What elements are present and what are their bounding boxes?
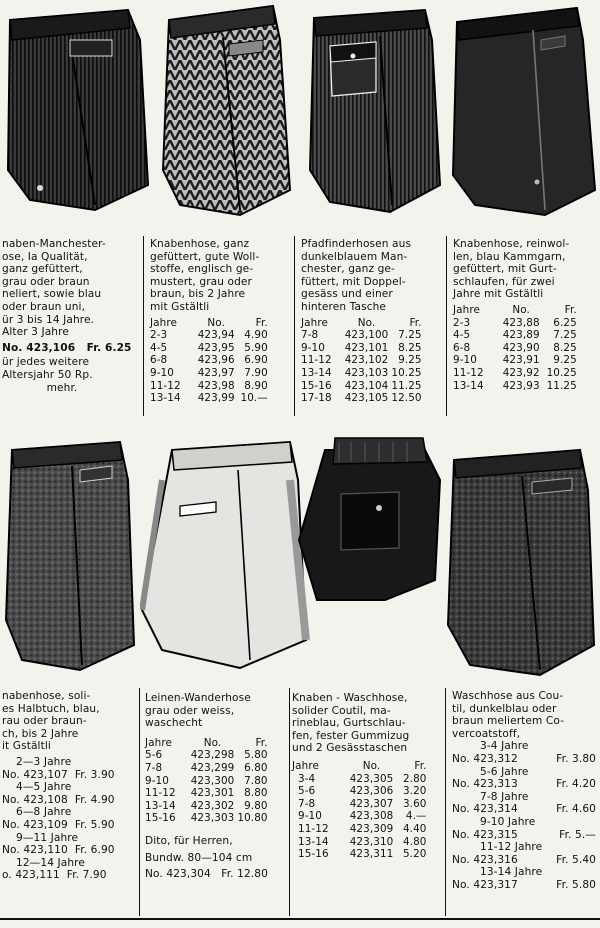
trouser-illustration-halbtuch	[0, 420, 140, 680]
cell-years: 11-12	[145, 787, 176, 800]
cell-years: 5-6	[298, 785, 316, 798]
table-row	[145, 775, 268, 788]
col-header-price: Fr.	[414, 759, 427, 772]
cell-no: 423,90	[502, 341, 540, 354]
trouser-illustration-wash-shorts	[295, 420, 445, 680]
item-number: No. 423,110	[2, 844, 68, 857]
cell-no: 423,97	[197, 366, 235, 379]
table-row	[145, 800, 268, 813]
cell-years: 2-3	[150, 329, 168, 342]
item-number: No. 423,109	[2, 818, 68, 831]
cell-no: 423,309	[349, 822, 394, 835]
trouser-illustration-wool-pattern	[155, 0, 295, 225]
cell-years: 6-8	[150, 354, 168, 367]
item-number: No. 423,316	[452, 853, 518, 866]
cell-price: 8.80	[244, 787, 268, 800]
table-row	[145, 812, 268, 825]
product-wool	[150, 238, 290, 405]
cell-no: 423,306	[349, 785, 394, 798]
cell-no: 423,88	[502, 316, 540, 329]
item-price: Fr. 5.80	[556, 878, 596, 891]
table-row	[150, 342, 268, 355]
cell-years: 9-10	[453, 354, 477, 367]
size-label: 9-10 Jahre	[480, 815, 536, 828]
cell-no: 423,301	[190, 787, 235, 800]
product-linen	[145, 692, 285, 881]
extra-note: Dito, für Herren,	[145, 834, 233, 847]
table-row	[292, 810, 427, 823]
size-label: 12—14 Jahre	[16, 856, 85, 869]
col-header-no: No.	[207, 316, 225, 329]
col-header-years: Jahre	[453, 303, 480, 316]
cell-price: 9.25	[398, 354, 422, 367]
col-header-years: Jahre	[150, 316, 177, 329]
cell-years: 11-12	[298, 822, 329, 835]
column-divider	[143, 236, 144, 416]
product-wash-shorts	[292, 692, 442, 861]
product-description: nabenhose, soli- es Halbtuch, blau, rau oder braun- ch, bis 2 Jahre it Gstältli	[2, 690, 100, 753]
cell-price: 7.90	[244, 366, 268, 379]
product-item-line	[145, 868, 285, 881]
column-divider	[289, 688, 290, 916]
table-row	[145, 749, 268, 762]
cell-years: 9-10	[150, 366, 174, 379]
cell-price: 10.25	[546, 366, 577, 379]
cell-years: 13-14	[453, 379, 484, 392]
cell-no: 423,95	[197, 341, 235, 354]
table-row	[292, 773, 427, 786]
cell-price: 5.90	[244, 341, 268, 354]
table-row	[453, 380, 577, 393]
cell-price: 4.—	[405, 810, 427, 823]
table-row	[301, 380, 422, 393]
cell-price: 7.25	[553, 329, 577, 342]
product-item-line	[2, 769, 137, 782]
cell-no: 423,299	[190, 761, 235, 774]
size-price-table	[292, 758, 427, 861]
cell-no: 423,311	[349, 848, 394, 861]
item-number: No. 423,106	[2, 341, 76, 354]
item-price: Fr. 6.90	[74, 844, 115, 857]
col-header-price: Fr.	[564, 303, 577, 316]
cell-price: 4.90	[244, 329, 268, 342]
col-header-no: No.	[362, 759, 381, 772]
size-label: 5-6 Jahre	[480, 765, 529, 778]
item-price: Fr. 5.40	[556, 853, 596, 866]
cell-years: 15-16	[298, 848, 329, 861]
product-item-line	[452, 778, 596, 791]
cell-price: 6.80	[244, 761, 268, 774]
cell-years: 13-14	[301, 366, 332, 379]
cell-years: 9-10	[145, 774, 169, 787]
product-coutil	[452, 690, 596, 892]
product-item-line	[2, 794, 137, 807]
cell-no: 423,93	[502, 379, 540, 392]
column-divider	[294, 236, 295, 416]
extra-note: Bundw. 80—104 cm	[145, 851, 253, 864]
column-divider	[139, 688, 140, 916]
table-row	[292, 785, 427, 798]
product-description: naben-Manchester- ose, Ia Qualität, ganz gefüttert, grau oder braun neliert, sowie blau oder braun uni, ür 3 bis 14 Jahre. Alter 3 Jahre	[2, 238, 106, 339]
cell-price: 10.25	[391, 366, 422, 379]
cell-no: 423,308	[349, 810, 394, 823]
cell-price: 4.80	[402, 835, 427, 848]
cell-price: 6.90	[244, 354, 268, 367]
cell-no: 423,91	[502, 354, 540, 367]
cell-price: 11.25	[391, 379, 422, 392]
product-scout	[301, 238, 441, 405]
product-item-line	[452, 753, 596, 766]
product-halbtuch	[2, 690, 137, 882]
cell-no: 423,298	[190, 749, 235, 762]
cell-price: 7.25	[398, 329, 422, 342]
cell-no: 423,102	[344, 354, 389, 367]
product-item-line	[452, 854, 596, 867]
note-line: ür jedes weitere	[2, 356, 90, 369]
size-label: 13-14 Jahre	[480, 866, 543, 879]
cell-years: 3-4	[298, 772, 316, 785]
cell-price: 8.25	[553, 341, 577, 354]
table-row	[150, 354, 268, 367]
table-row	[453, 367, 577, 380]
table-row	[453, 354, 577, 367]
table-row	[150, 329, 268, 342]
item-number: No. 423,314	[452, 803, 518, 816]
cell-no: 423,105	[344, 392, 389, 405]
item-price: Fr. 4.60	[556, 803, 596, 816]
item-number: No. 423,312	[452, 752, 518, 765]
cell-years: 11-12	[453, 366, 484, 379]
cell-years: 11-12	[150, 379, 181, 392]
item-number: No. 423,315	[452, 828, 518, 841]
cell-no: 423,302	[190, 799, 235, 812]
size-label: 11-12 Jahre	[480, 841, 543, 854]
cell-price: 7.80	[244, 774, 268, 787]
table-row	[145, 762, 268, 775]
col-header-price: Fr.	[255, 316, 268, 329]
cell-years: 13-14	[150, 392, 181, 405]
product-item-line	[452, 803, 596, 816]
cell-years: 5-6	[145, 749, 163, 762]
size-price-table	[453, 304, 577, 392]
cell-years: 2-3	[453, 316, 471, 329]
product-description: Knaben - Waschhose, solider Coutil, ma- rineblau, Gurtschlau- fen, fester Gummizug und 2 Gesässtaschen	[292, 692, 410, 755]
cell-price: 10.—	[240, 392, 268, 405]
cell-years: 6-8	[453, 341, 471, 354]
bottom-rule	[0, 918, 600, 920]
cell-no: 423,92	[502, 366, 540, 379]
cell-price: 2.80	[402, 772, 427, 785]
item-price: Fr. 3.90	[74, 768, 115, 781]
cell-price: 9.25	[553, 354, 577, 367]
size-label: 9—11 Jahre	[16, 831, 79, 844]
cell-no: 423,305	[349, 772, 394, 785]
item-number: No. 423,313	[452, 778, 518, 791]
cell-price: 3.60	[402, 797, 427, 810]
table-row	[453, 317, 577, 330]
size-label: 7-8 Jahre	[480, 790, 529, 803]
cell-price: 4.40	[402, 822, 427, 835]
cell-years: 7-8	[298, 797, 316, 810]
col-header-years: Jahre	[292, 759, 319, 772]
column-divider	[446, 236, 447, 416]
cell-years: 4-5	[453, 329, 471, 342]
cell-no: 423,104	[344, 379, 389, 392]
cell-price: 5.80	[244, 749, 268, 762]
size-label: 6—8 Jahre	[16, 806, 72, 819]
col-header-years: Jahre	[301, 316, 328, 329]
size-label: 2—3 Jahre	[16, 755, 72, 768]
cell-price: 9.80	[244, 799, 268, 812]
table-row	[301, 342, 422, 355]
table-row	[145, 787, 268, 800]
item-price: Fr. 5.—	[559, 828, 596, 841]
item-price: Fr. 7.90	[66, 869, 107, 882]
trouser-illustration-corduroy	[0, 0, 150, 225]
cell-years: 9-10	[301, 341, 325, 354]
table-row	[301, 329, 422, 342]
col-header-price: Fr.	[409, 316, 422, 329]
cell-no: 423,98	[197, 379, 235, 392]
note-line: mehr.	[46, 381, 78, 394]
item-price: Fr. 3.80	[556, 752, 596, 765]
cell-price: 8.90	[244, 379, 268, 392]
col-header-years: Jahre	[145, 736, 172, 749]
cell-price: 6.25	[553, 316, 577, 329]
table-row	[453, 342, 577, 355]
product-description: Knabenhose, ganz gefüttert, gute Woll- stoffe, englisch ge- mustert, grau oder braun, bis 2 Jahre mit Gstältli	[150, 238, 260, 313]
product-description: Knabenhose, reinwol- len, blau Kammgarn, gefüttert, mit Gurt- schlaufen, für zwei Jahre mit Gstältli	[453, 238, 570, 301]
cell-years: 15-16	[301, 379, 332, 392]
trouser-illustration-worsted	[445, 0, 600, 225]
col-header-no: No.	[203, 736, 222, 749]
cell-years: 7-8	[145, 761, 163, 774]
trouser-illustration-coutil	[440, 420, 600, 680]
cell-years: 11-12	[301, 354, 332, 367]
column-divider	[445, 688, 446, 916]
item-price: Fr. 6.25	[86, 341, 132, 354]
cell-no: 423,303	[190, 812, 235, 825]
table-row	[301, 392, 422, 405]
col-header-no: No.	[357, 316, 376, 329]
cell-price: 5.20	[402, 848, 427, 861]
cell-years: 15-16	[145, 812, 176, 825]
item-price: Fr. 4.20	[556, 778, 596, 791]
table-row	[150, 367, 268, 380]
size-price-table	[145, 733, 268, 825]
table-row	[292, 836, 427, 849]
cell-no: 423,103	[344, 366, 389, 379]
table-row	[150, 392, 268, 405]
trouser-illustration-scout	[300, 0, 445, 225]
trouser-illustration-linen	[140, 420, 310, 680]
product-item-line	[2, 819, 137, 832]
size-label: 3-4 Jahre	[480, 740, 529, 753]
item-number: No. 423,304	[145, 868, 211, 881]
product-worsted	[453, 238, 596, 392]
cell-no: 423,99	[197, 392, 235, 405]
table-row	[292, 823, 427, 836]
table-row	[301, 354, 422, 367]
item-number: No. 423,317	[452, 878, 518, 891]
cell-no: 423,101	[344, 341, 389, 354]
cell-no: 423,96	[197, 354, 235, 367]
product-corduroy	[2, 238, 142, 394]
table-row	[292, 798, 427, 811]
table-row	[150, 380, 268, 393]
cell-years: 4-5	[150, 341, 168, 354]
item-number: No. 423,107	[2, 768, 68, 781]
cell-price: 3.20	[402, 785, 427, 798]
item-number: o. 423,111	[2, 869, 60, 882]
note-line: Altersjahr 50 Rp.	[2, 368, 93, 381]
item-price: Fr. 5.90	[74, 818, 115, 831]
cell-no: 423,307	[349, 797, 394, 810]
size-price-table	[150, 317, 268, 405]
cell-years: 7-8	[301, 329, 319, 342]
product-description: Waschhose aus Cou- til, dunkelblau oder braun meliertem Co- vercoatstoff,	[452, 690, 565, 740]
table-row	[301, 367, 422, 380]
product-item-line	[2, 844, 137, 857]
item-number: No. 423,108	[2, 793, 68, 806]
table-row	[453, 329, 577, 342]
cell-no: 423,300	[190, 774, 235, 787]
product-item-line	[452, 879, 596, 892]
cell-price: 10.80	[237, 812, 268, 825]
size-price-table	[301, 317, 422, 405]
cell-no: 423,89	[502, 329, 540, 342]
product-description: Pfadfinderhosen aus dunkelblauem Man- chester, ganz ge- füttert, mit Doppel- gesäss und einer hinteren Tasche	[301, 238, 412, 313]
col-header-price: Fr.	[255, 736, 268, 749]
cell-no: 423,310	[349, 835, 394, 848]
cell-price: 12.50	[391, 392, 422, 405]
cell-years: 13-14	[298, 835, 329, 848]
product-item-line	[2, 342, 142, 355]
cell-no: 423,94	[197, 329, 235, 342]
product-item-line	[452, 829, 596, 842]
product-description: Leinen-Wanderhose grau oder weiss, waschecht	[145, 692, 251, 730]
size-label: 4—5 Jahre	[16, 781, 72, 794]
col-header-no: No.	[512, 303, 530, 316]
cell-years: 13-14	[145, 799, 176, 812]
cell-price: 8.25	[398, 341, 422, 354]
product-item-line	[2, 869, 137, 882]
item-price: Fr. 12.80	[221, 868, 268, 881]
table-row	[292, 848, 427, 861]
cell-price: 11.25	[546, 379, 577, 392]
cell-years: 17-18	[301, 392, 332, 405]
cell-no: 423,100	[344, 329, 389, 342]
cell-years: 9-10	[298, 810, 322, 823]
item-price: Fr. 4.90	[74, 793, 115, 806]
